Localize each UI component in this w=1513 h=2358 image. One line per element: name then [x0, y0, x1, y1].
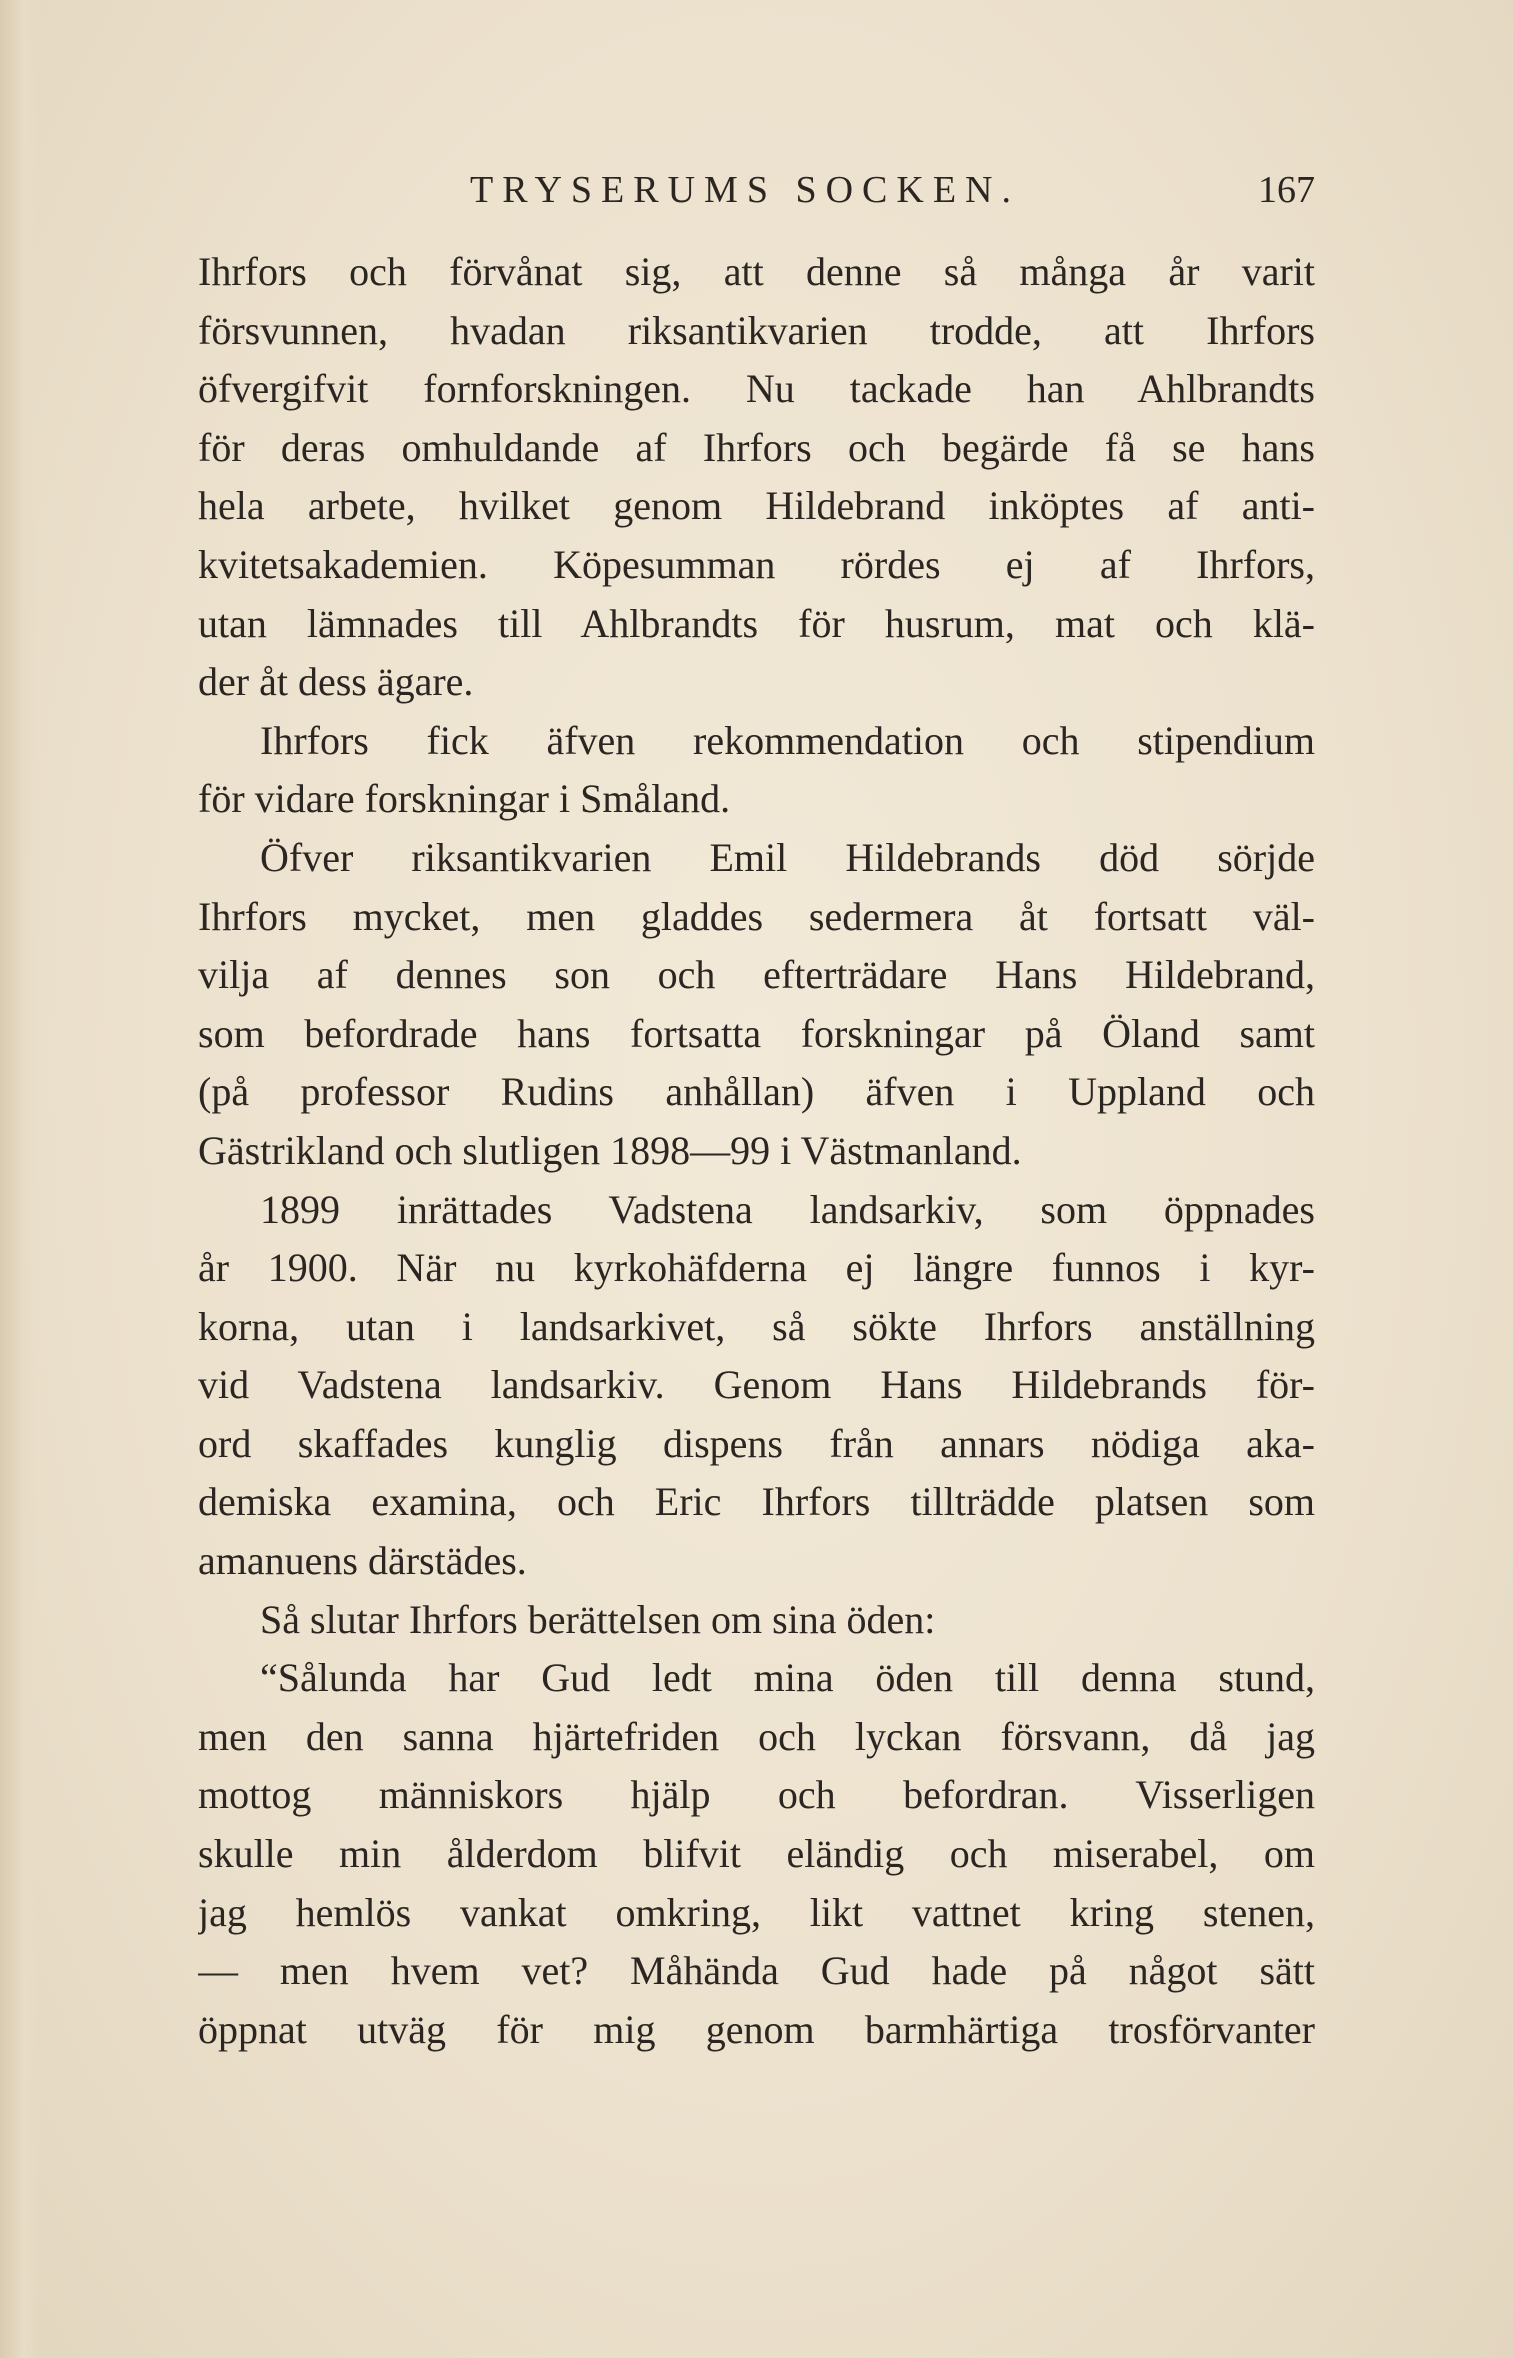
page-gutter-shadow [0, 0, 40, 2358]
body-text [198, 243, 1315, 2059]
text-line: vilja af dennes son och efterträdare Hans Hildebrand, [198, 952, 1315, 998]
text-line: skulle min ålderdom blifvit eländig och miserabel, om [198, 1831, 1315, 1877]
text-line: der åt dess ägare. [198, 659, 474, 705]
text-line: mottog människors hjälp och befordran. Visserligen [198, 1772, 1315, 1818]
text-line: “Sålunda har Gud ledt mina öden till denna stund, [260, 1655, 1315, 1701]
text-line: öppnat utväg för mig genom barmhärtiga trosförvanter [198, 2006, 1315, 2052]
text-line: som befordrade hans fortsatta forskningar på Öland samt [198, 1010, 1315, 1056]
text-line: Gästrikland och slutligen 1898—99 i Västmanland. [198, 1127, 1022, 1173]
text-line: utan lämnades till Ahlbrandts för husrum, mat och klä- [198, 600, 1315, 646]
page-number: 167 [1258, 169, 1315, 211]
text-line: ord skaffades kunglig dispens från annars nödiga aka- [198, 1420, 1315, 1466]
text-line: år 1900. När nu kyrkohäfderna ej längre funnos i kyr- [198, 1245, 1315, 1291]
text-line: (på professor Rudins anhållan) äfven i Uppland och [198, 1069, 1315, 1115]
text-line: amanuens därstädes. [198, 1538, 527, 1584]
page-header [198, 160, 1315, 220]
text-line: försvunnen, hvadan riksantikvarien trodde, att Ihrfors [198, 307, 1315, 353]
text-line: Så slutar Ihrfors berättelsen om sina öden: [260, 1596, 936, 1642]
running-title: TRYSERUMS SOCKEN. [470, 169, 1020, 211]
text-line: hela arbete, hvilket genom Hildebrand inköptes af anti- [198, 483, 1315, 529]
text-line: Ihrfors fick äfven rekommendation och stipendium [260, 717, 1315, 763]
text-line: öfvergifvit fornforskningen. Nu tackade han Ahlbrandts [198, 366, 1315, 412]
text-line: — men hvem vet? Måhända Gud hade på något sätt [198, 1948, 1315, 1994]
text-line: men den sanna hjärtefriden och lyckan försvann, då jag [198, 1713, 1315, 1759]
text-line: för vidare forskningar i Småland. [198, 776, 731, 822]
text-line: Öfver riksantikvarien Emil Hildebrands död sörjde [260, 834, 1315, 880]
text-line: Ihrfors och förvånat sig, att denne så många år varit [198, 249, 1315, 294]
text-line: 1899 inrättades Vadstena landsarkiv, som öppnades [260, 1186, 1315, 1232]
text-line: kvitetsakademien. Köpesumman rördes ej af Ihrfors, [198, 541, 1315, 587]
text-line: korna, utan i landsarkivet, så sökte Ihrfors anställning [198, 1303, 1315, 1349]
text-line: Ihrfors mycket, men gladdes sedermera åt fortsatt väl- [198, 893, 1315, 939]
text-line: demiska examina, och Eric Ihrfors tillträdde platsen som [198, 1479, 1315, 1525]
text-line: för deras omhuldande af Ihrfors och begärde få se hans [198, 424, 1315, 470]
text-line: vid Vadstena landsarkiv. Genom Hans Hildebrands för- [198, 1362, 1315, 1408]
text-line: jag hemlös vankat omkring, likt vattnet kring stenen, [198, 1889, 1315, 1935]
